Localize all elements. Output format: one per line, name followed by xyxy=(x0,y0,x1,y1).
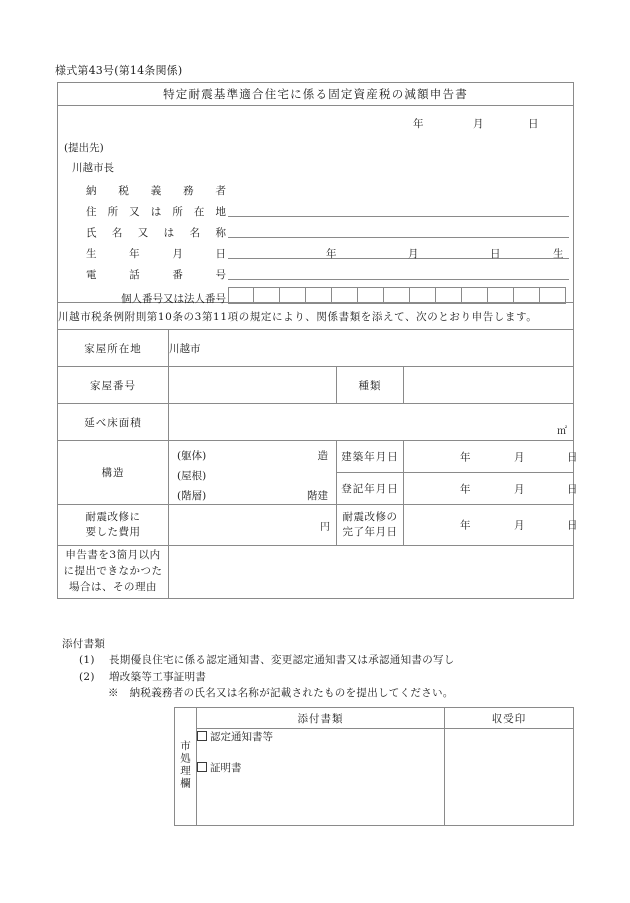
late-reason-label xyxy=(58,546,169,599)
birth-day-label: 日 xyxy=(490,248,501,260)
mynumber-digit-box[interactable] xyxy=(280,287,306,304)
name-label-char: 名 xyxy=(111,227,123,239)
mynumber-digit-box[interactable] xyxy=(306,287,332,304)
retrofit-cost-label xyxy=(58,505,169,546)
birthdate-label xyxy=(86,246,226,261)
floor-area-value[interactable] xyxy=(169,404,574,441)
form-title: 特定耐震基準適合住宅に係る固定資産税の減額申告書 xyxy=(58,83,574,106)
retrofit-cost-label-line2: 要した費用 xyxy=(85,526,141,538)
submission-month-label: 月 xyxy=(473,118,484,130)
roof-label: (屋根) xyxy=(177,469,207,482)
floors-suffix-label: 階建 xyxy=(307,489,328,502)
house-location-label: 家屋所在地 xyxy=(58,330,169,367)
house-number-row xyxy=(58,367,574,404)
attachment-item-text: 長期優良住宅に係る認定通知書、変更認定通知書又は承認通知書の写し xyxy=(109,654,455,667)
floor-area-label: 延べ床面積 xyxy=(58,404,169,441)
structure-label: 構造 xyxy=(58,441,169,505)
applicant-row xyxy=(58,106,574,303)
phone-label xyxy=(86,267,226,282)
birthdate-input-line[interactable] xyxy=(228,258,569,259)
city-header-row xyxy=(175,708,574,729)
retrofit-cost-value[interactable] xyxy=(169,505,337,546)
address-label-char: 地 xyxy=(215,206,226,218)
reason-row xyxy=(58,546,574,599)
address-label-char: は xyxy=(150,206,162,218)
frame-suffix-label: 造 xyxy=(317,449,328,462)
taxpayer-heading-char: 義 xyxy=(150,185,162,197)
structure-row xyxy=(58,441,574,473)
mynumber-input[interactable] xyxy=(228,287,566,304)
house-number-value[interactable] xyxy=(169,367,337,404)
birthdate-label-char: 日 xyxy=(215,248,226,260)
city-processing-label xyxy=(175,708,197,826)
city-body-row xyxy=(175,729,574,826)
birthdate-label-char: 年 xyxy=(129,248,140,260)
registered-day-label: 日 xyxy=(567,483,578,495)
name-input-line[interactable] xyxy=(228,237,569,238)
built-date-value[interactable] xyxy=(404,441,578,473)
title-row xyxy=(58,83,574,106)
address-label xyxy=(86,204,226,219)
taxpayer-heading xyxy=(86,183,226,198)
attachments-heading: 添付書類 xyxy=(62,638,106,650)
statement-row xyxy=(58,303,574,330)
address-label-char: 住 xyxy=(86,206,97,218)
checkbox-row[interactable] xyxy=(197,729,444,744)
house-number-label: 家屋番号 xyxy=(58,367,169,404)
mynumber-digit-box[interactable] xyxy=(384,287,410,304)
phone-label-char: 電 xyxy=(86,269,97,281)
main-declaration-table xyxy=(57,82,578,599)
address-label-char: 所 xyxy=(172,206,183,218)
city-processing-label-text: 市処理欄 xyxy=(179,740,191,790)
city-documents-checklist xyxy=(197,729,445,826)
completion-month-label: 月 xyxy=(514,519,525,532)
mynumber-digit-box[interactable] xyxy=(358,287,384,304)
birth-suffix-label: 生 xyxy=(553,248,564,260)
name-label-char: 称 xyxy=(215,227,226,239)
floor-area-unit: ㎡ xyxy=(557,426,567,437)
built-date-label: 建築年月日 xyxy=(337,441,404,473)
retrofit-completion-label-line2: 完了年月日 xyxy=(342,526,398,538)
retrofit-completion-label-line1: 耐震改修の xyxy=(342,510,398,523)
attachment-item-number: (2) xyxy=(79,670,95,683)
attachment-item xyxy=(79,669,455,685)
submit-to-label: (提出先) xyxy=(64,142,104,154)
mynumber-digit-box[interactable] xyxy=(228,287,254,304)
checkbox-row[interactable] xyxy=(197,760,444,775)
submission-day-label: 日 xyxy=(528,118,539,130)
retrofit-completion-label xyxy=(337,505,404,546)
retrofit-cost-row xyxy=(58,505,574,546)
house-location-value[interactable]: 川越市 xyxy=(169,330,574,367)
address-label-char: 又 xyxy=(129,206,140,218)
taxpayer-heading-char: 者 xyxy=(215,185,226,197)
late-reason-value[interactable] xyxy=(169,546,574,599)
mynumber-digit-box[interactable] xyxy=(488,287,514,304)
name-label-char: 氏 xyxy=(86,227,97,239)
built-day-label: 日 xyxy=(567,451,578,463)
completion-year-label: 年 xyxy=(460,519,471,532)
checkbox-icon[interactable] xyxy=(197,762,207,772)
attachment-item xyxy=(79,652,455,668)
structure-details[interactable] xyxy=(169,441,337,505)
mynumber-label: 個人番号又は法人番号 xyxy=(121,293,226,305)
house-type-label: 種類 xyxy=(337,367,404,404)
mynumber-digit-box[interactable] xyxy=(514,287,540,304)
name-label xyxy=(86,225,226,240)
birth-month-label: 月 xyxy=(408,248,419,260)
house-type-value[interactable] xyxy=(404,367,574,404)
phone-label-char: 番 xyxy=(172,269,183,281)
recipient-label: 川越市長 xyxy=(72,162,114,174)
checkbox-label: 証明書 xyxy=(210,762,242,774)
phone-label-char: 話 xyxy=(129,269,140,281)
mynumber-digit-box[interactable] xyxy=(436,287,462,304)
registered-month-label: 月 xyxy=(514,483,525,495)
checkbox-icon[interactable] xyxy=(197,731,207,741)
city-processing-table xyxy=(174,707,574,826)
phone-input-line[interactable] xyxy=(228,279,569,280)
mynumber-digit-box[interactable] xyxy=(254,287,280,304)
retrofit-cost-label-line1: 耐震改修に xyxy=(85,510,141,523)
city-documents-header: 添付書類 xyxy=(197,708,445,729)
registered-date-value[interactable] xyxy=(404,473,578,505)
name-label-char: は xyxy=(163,227,175,239)
taxpayer-heading-char: 税 xyxy=(118,185,129,197)
birth-year-label: 年 xyxy=(326,248,337,260)
floor-area-row xyxy=(58,404,574,441)
attachments-note: ※ 納税義務者の氏名又は名称が記載されたものを提出してください。 xyxy=(108,686,454,699)
attachments-section xyxy=(62,636,455,701)
house-location-row xyxy=(58,330,574,367)
submission-year-label: 年 xyxy=(413,118,424,130)
address-label-char: 所 xyxy=(107,206,119,218)
registered-date-label: 登記年月日 xyxy=(337,473,404,505)
frame-label: (躯体) xyxy=(177,449,207,462)
applicant-block xyxy=(58,106,574,303)
retrofit-cost-unit: 円 xyxy=(320,522,330,533)
taxpayer-heading-char: 務 xyxy=(183,185,194,197)
name-label-char: 名 xyxy=(189,227,201,239)
mynumber-digit-box[interactable] xyxy=(462,287,488,304)
retrofit-completion-value[interactable] xyxy=(404,505,578,546)
attachment-item-number: (1) xyxy=(79,654,95,667)
address-label-char: 在 xyxy=(193,206,205,218)
late-reason-label-line1: 申告書を3箇月以内 xyxy=(65,549,161,562)
city-seal-area[interactable] xyxy=(445,729,574,826)
form-number: 様式第43号(第14条関係) xyxy=(55,64,183,77)
city-seal-header: 収受印 xyxy=(445,708,574,729)
name-label-char: 又 xyxy=(137,227,149,239)
phone-label-char: 号 xyxy=(215,269,226,281)
mynumber-digit-box[interactable] xyxy=(540,287,566,304)
mynumber-digit-box[interactable] xyxy=(410,287,436,304)
checkbox-label: 認定通知書等 xyxy=(210,731,273,743)
mynumber-digit-box[interactable] xyxy=(332,287,358,304)
registered-year-label: 年 xyxy=(460,483,471,495)
late-reason-label-line2: に提出できなかつた xyxy=(63,565,163,578)
built-year-label: 年 xyxy=(460,451,471,463)
address-input-line[interactable] xyxy=(228,216,569,217)
birthdate-label-char: 生 xyxy=(86,248,97,260)
declaration-statement: 川越市税条例附則第10条の3第11項の規定により、関係書類を添えて、次のとおり申告します。 xyxy=(58,303,574,330)
floors-label: (階層) xyxy=(177,489,207,502)
late-reason-label-line3: 場合は、その理由 xyxy=(69,580,157,593)
taxpayer-heading-char: 納 xyxy=(86,185,97,197)
attachment-item-text: 増改築等工事証明書 xyxy=(109,670,207,683)
built-month-label: 月 xyxy=(514,451,525,463)
completion-day-label: 日 xyxy=(567,519,578,532)
birthdate-label-char: 月 xyxy=(172,248,183,260)
